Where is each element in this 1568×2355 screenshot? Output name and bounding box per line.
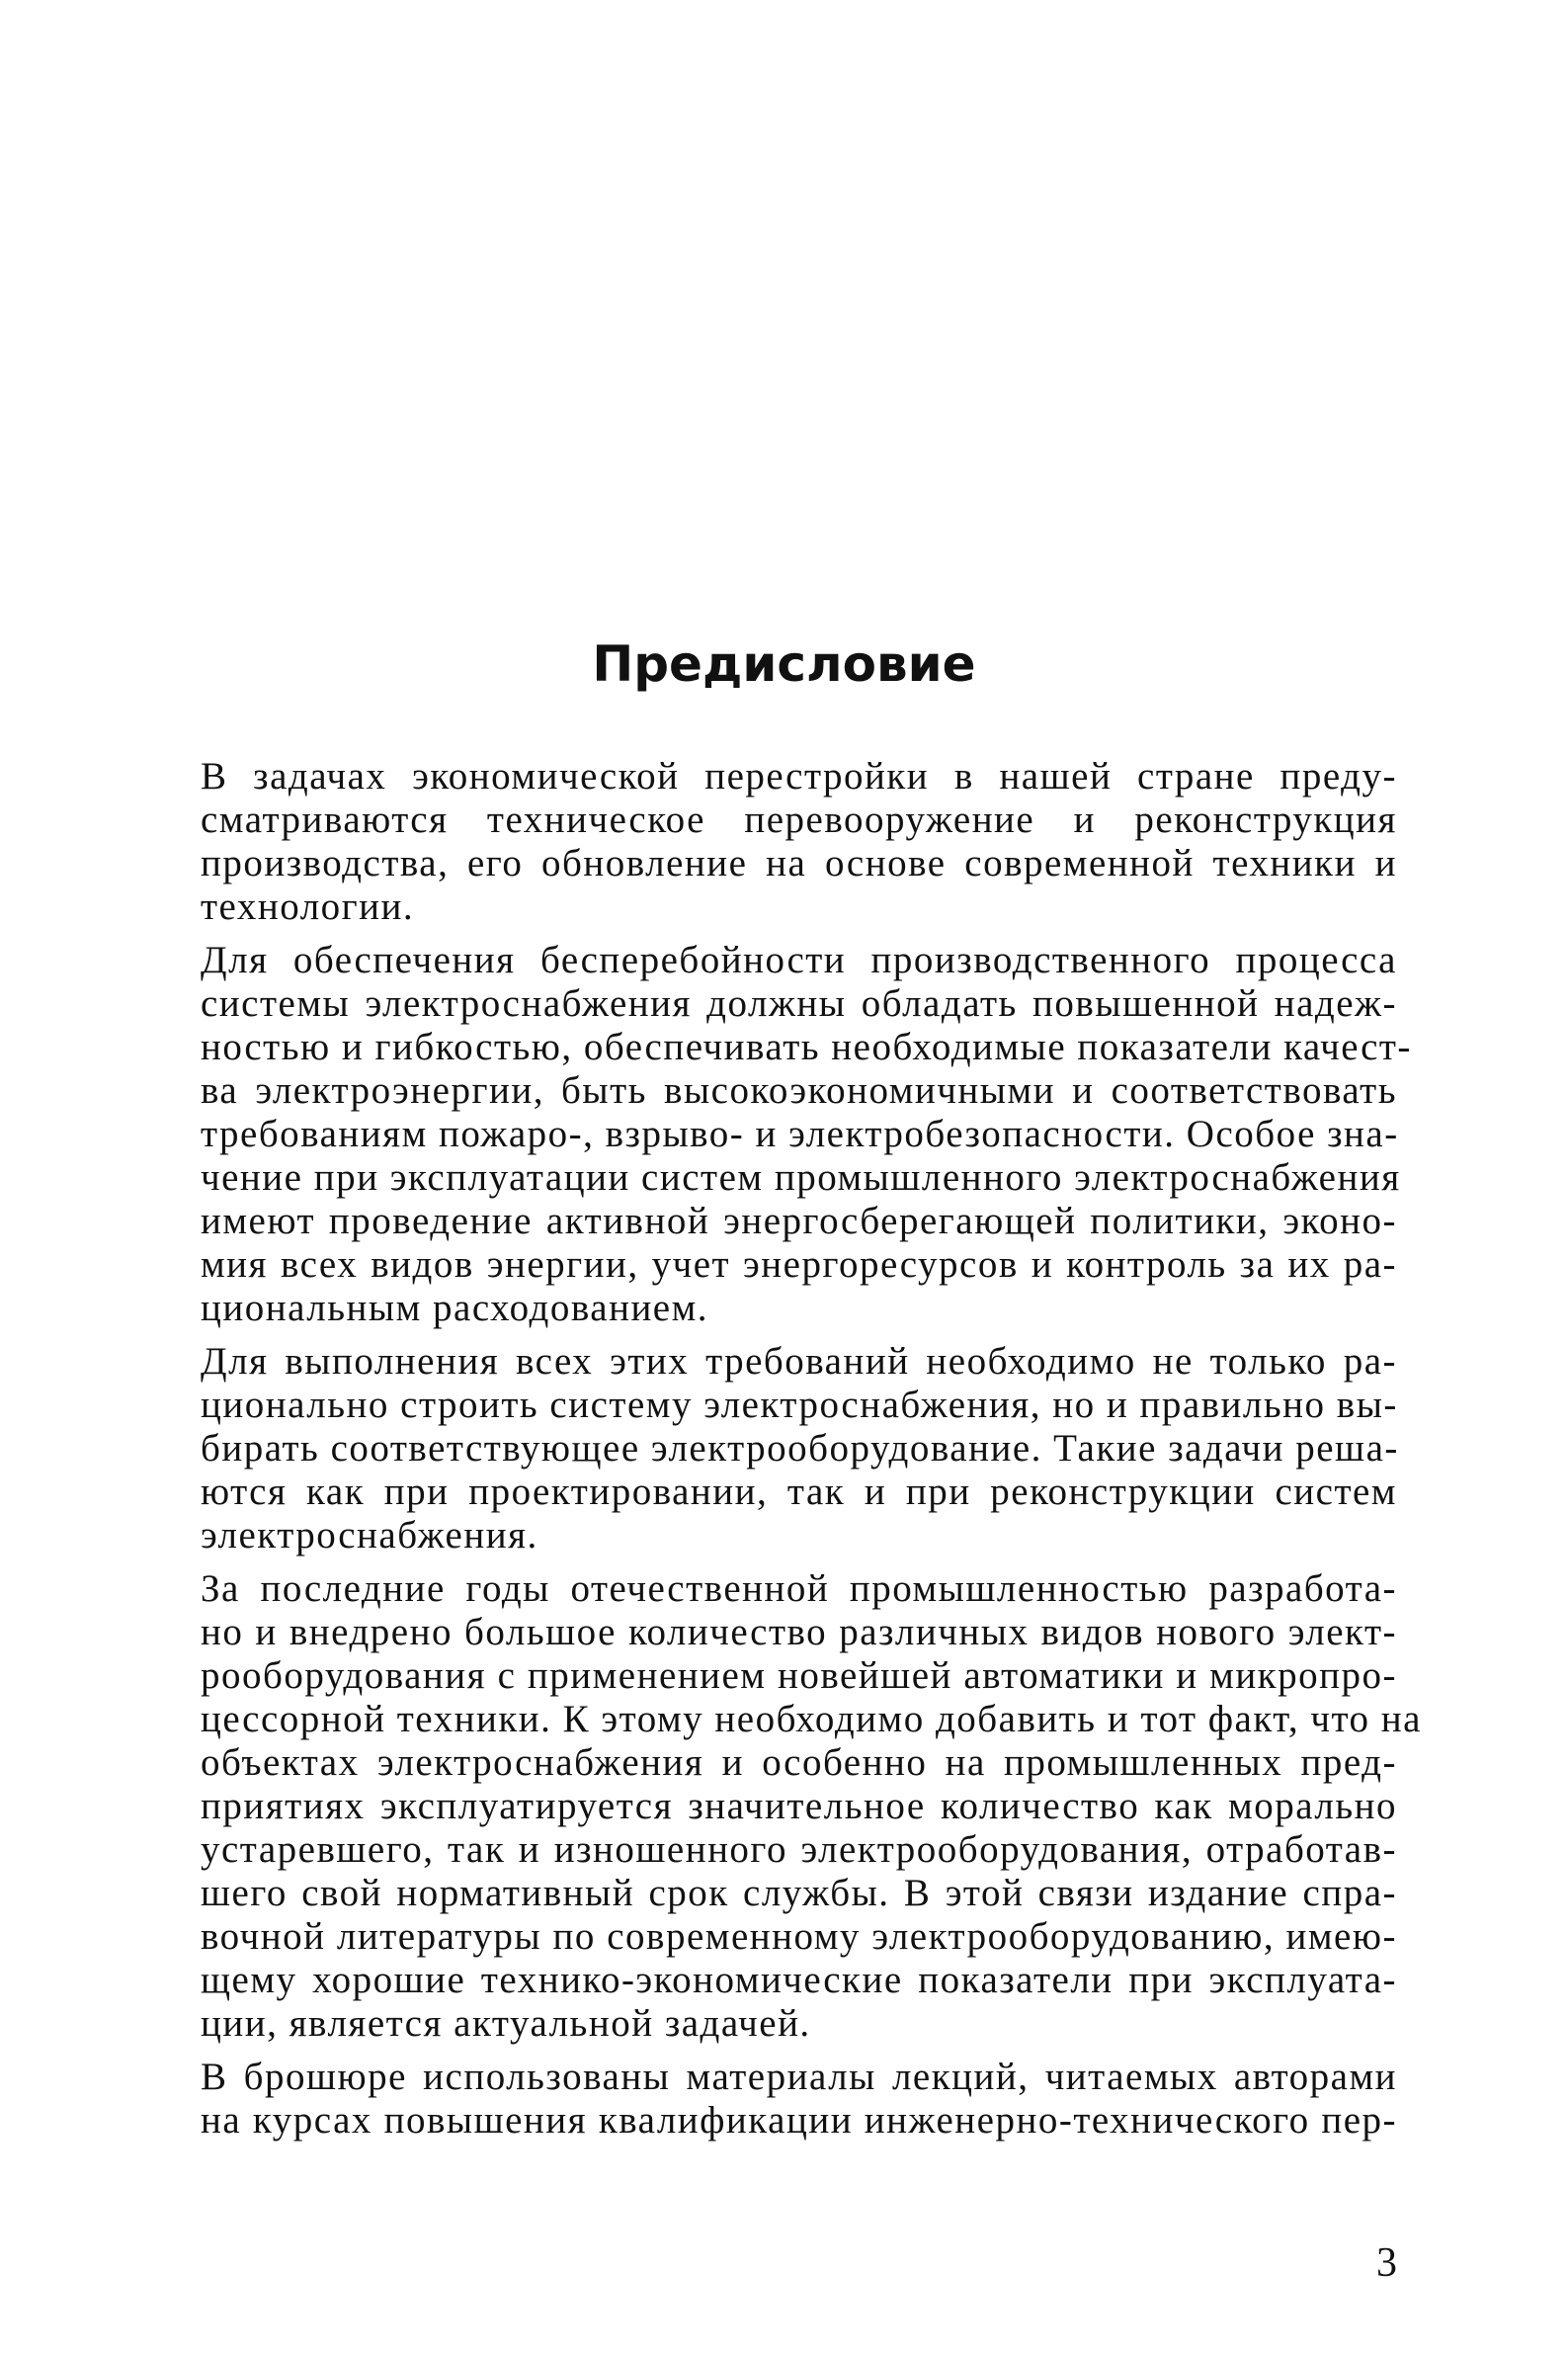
- text-line: но и внедрено большое количество различных видов нового элект-: [201, 1611, 1397, 1653]
- text-line: Для обеспечения бесперебойности производственного процесса: [201, 939, 1397, 981]
- text-line: технологии.: [201, 885, 415, 928]
- text-line: ции, является актуальной задачей.: [201, 2002, 811, 2045]
- paragraph-2: [201, 939, 1412, 1330]
- text-line: шего свой нормативный срок службы. В этой связи издание спра-: [201, 1872, 1397, 1914]
- text-line: требованиям пожаро-, взрыво- и электробезопасности. Особое зна-: [201, 1113, 1399, 1155]
- text-line: ностью и гибкостью, обеспечивать необходимые показатели качест-: [201, 1026, 1412, 1068]
- text-line: циональным расходованием.: [201, 1287, 709, 1329]
- text-line: ционально строить систему электроснабжения, но и правильно вы-: [201, 1384, 1398, 1426]
- text-line: электроснабжения.: [201, 1514, 538, 1556]
- text-line: вочной литературы по современному электрооборудованию, имею-: [201, 1915, 1397, 1958]
- text-line: В брошюре использованы материалы лекций, читаемых авторами: [201, 2056, 1397, 2098]
- paragraph-4: [201, 1567, 1422, 2046]
- paragraph-1: [201, 755, 1397, 929]
- body-text: [201, 755, 1422, 2152]
- text-line: на курсах повышения квалификации инженерно-технического пер-: [201, 2099, 1397, 2142]
- text-line: цессорной техники. К этому необходимо добавить и тот факт, что на: [201, 1698, 1422, 1740]
- text-line: ются как при проектировании, так и при реконструкции систем: [201, 1471, 1397, 1513]
- text-line: щему хорошие технико-экономические показатели при эксплуата-: [201, 1959, 1397, 2001]
- text-line: чение при эксплуатации систем промышленного электроснабжения: [201, 1156, 1401, 1199]
- paragraph-3: [201, 1340, 1397, 1557]
- text-line: бирать соответствующее электрооборудование. Такие задачи реша-: [201, 1427, 1399, 1470]
- text-line: приятиях эксплуатируется значительное количество как морально: [201, 1785, 1397, 1827]
- text-line: мия всех видов энергии, учет энергоресурсов и контроль за их ра-: [201, 1243, 1397, 1286]
- page-number: 3: [1376, 2240, 1397, 2286]
- text-line: объектах электроснабжения и особенно на промышленных пред-: [201, 1741, 1397, 1784]
- text-line: имеют проведение активной энергосберегающей политики, эконо-: [201, 1200, 1397, 1242]
- text-line: системы электроснабжения должны обладать повышенной надеж-: [201, 982, 1397, 1025]
- text-line: рооборудования с применением новейшей автоматики и микропро-: [201, 1654, 1397, 1697]
- text-line: За последние годы отечественной промышленностью разработа-: [201, 1567, 1397, 1610]
- text-line: устаревшего, так и изношенного электрооборудования, отработав-: [201, 1828, 1397, 1871]
- text-line: ва электроэнергии, быть высокоэкономичными и соответствовать: [201, 1069, 1397, 1112]
- text-line: Для выполнения всех этих требований необходимо не только ра-: [201, 1340, 1397, 1383]
- text-line: производства, его обновление на основе современной техники и: [201, 842, 1397, 884]
- paragraph-5: [201, 2056, 1397, 2143]
- page-heading: Предисловие: [592, 635, 976, 693]
- text-line: сматриваются техническое перевооружение и реконструкция: [201, 799, 1397, 841]
- text-line: В задачах экономической перестройки в нашей стране преду-: [201, 755, 1397, 798]
